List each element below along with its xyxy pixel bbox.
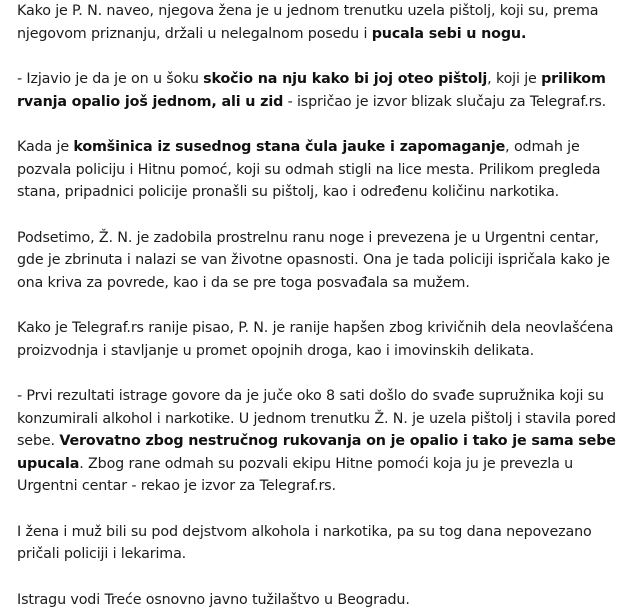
- text-segment: I žena i muž bili su pod dejstvom alkohola i narkotika, pa su tog dana nepovezano pričali policiji i lekarima.: [17, 524, 592, 563]
- article-paragraph: [17, 317, 617, 362]
- text-segment: Podsetimo, Ž. N. je zadobila prostrelnu ranu noge i prevezena je u Urgentni centar, gde je zbrinuta i nalazi se van životne opasnosti. Ona je tada policiji ispričala kako je ona kriva za povrede, kao i da se pre toga posvađala sa mužem.: [17, 230, 610, 291]
- article-paragraph: [17, 385, 617, 498]
- text-segment: Istragu vodi Treće osnovno javno tužilaštvo u Beogradu.: [17, 592, 410, 608]
- text-segment: Kako je Telegraf.rs ranije pisao, P. N. je ranije hapšen zbog krivičnih dela neovlašćena proizvodnja i stavljanje u promet opojnih droga, kao i imovinskih delikata.: [17, 320, 613, 359]
- bold-text-segment: prilikom rvanja opalio još jednom, ali u zid: [17, 71, 606, 110]
- article-paragraph: [17, 227, 617, 295]
- text-segment: . Zbog rane odmah su pozvali ekipu Hitne pomoći koja ju je prevezla u Urgentni centar - rekao je izvor za Telegraf.rs.: [17, 456, 573, 495]
- text-segment: Kada je: [17, 139, 73, 155]
- bold-text-segment: Verovatno zbog nestručnog rukovanja on je opalio i tako je sama sebe upucala: [17, 433, 616, 472]
- text-segment: , odmah je pozvala policiju i Hitnu pomoć, koji su odmah stigli na lice mesta. Prilikom pregleda stana, pripadnici policije pronašli su pištolj, kao i određenu količinu narkotika.: [17, 139, 600, 200]
- text-segment: - Prvi rezultati istrage govore da je juče oko 8 sati došlo do svađe supružnika koji su konzumirali alkohol i narkotike. U jednom trenutku Ž. N. je uzela pištolj i stavila pored sebe.: [17, 388, 616, 449]
- text-segment: - ispričao je izvor blizak slučaju za Telegraf.rs.: [283, 94, 606, 110]
- article-paragraph: [17, 0, 617, 45]
- article-paragraph: [17, 68, 617, 113]
- article-paragraph: [17, 521, 617, 566]
- bold-text-segment: komšinica iz susednog stana čula jauke i zapomaganje: [73, 139, 505, 155]
- bold-text-segment: skočio na nju kako bi joj oteo pištolj: [203, 71, 487, 87]
- text-segment: Kako je P. N. naveo, njegova žena je u jednom trenutku uzela pištolj, koji su, prema njegovom priznanju, držali u nelegalnom posedu i: [17, 3, 598, 42]
- bold-text-segment: pucala sebi u nogu.: [372, 26, 527, 42]
- text-segment: - Izjavio je da je on u šoku: [17, 71, 203, 87]
- article-paragraph: [17, 136, 617, 204]
- text-segment: , koji je: [487, 71, 541, 87]
